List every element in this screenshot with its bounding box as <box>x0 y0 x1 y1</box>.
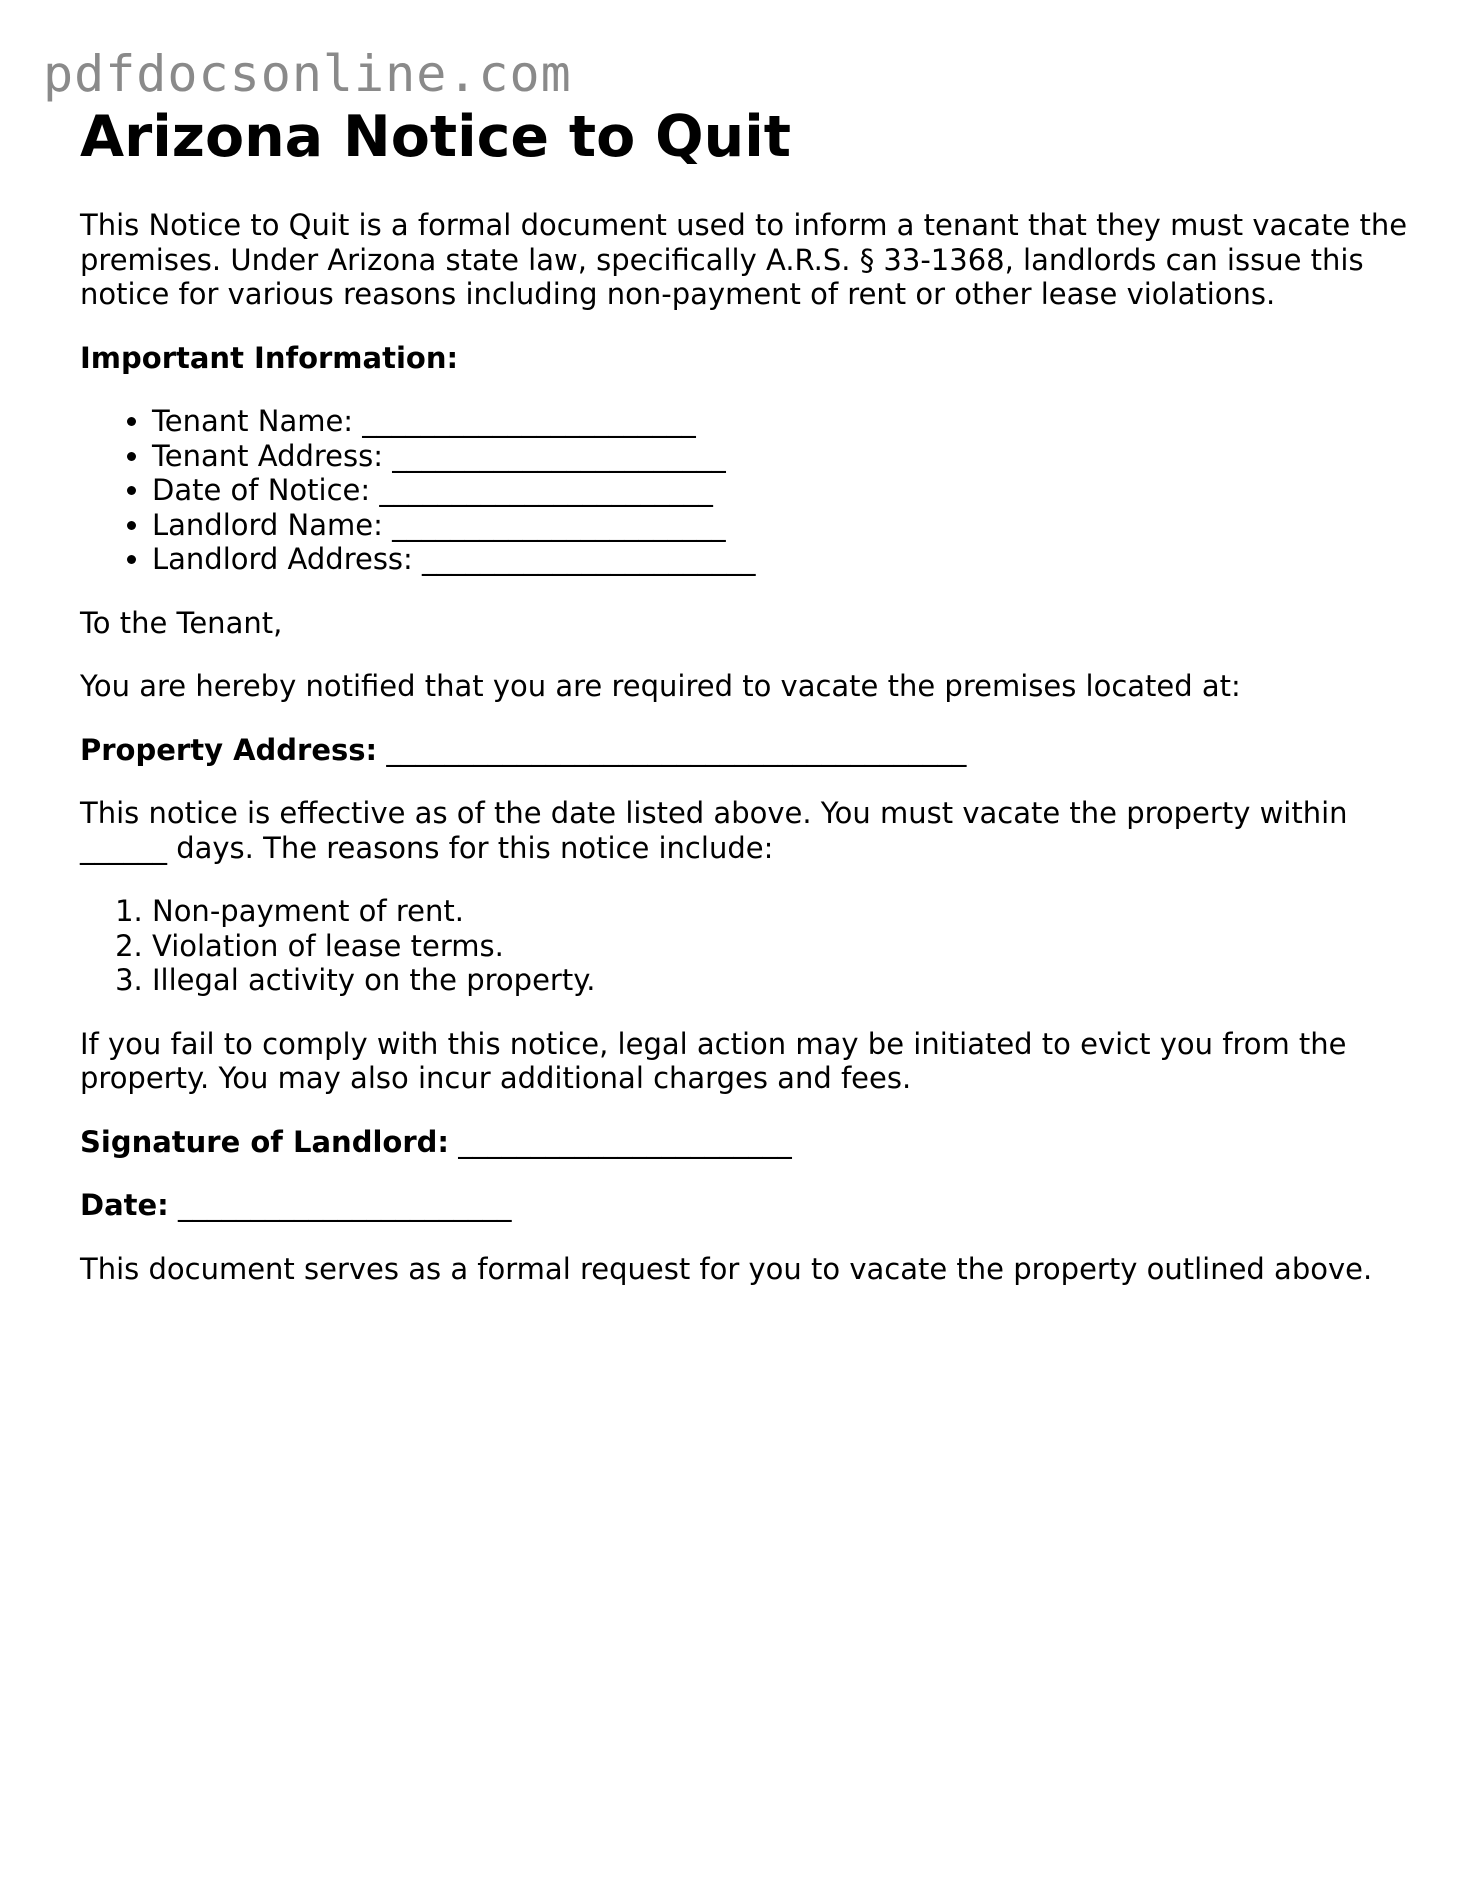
salutation: To the Tenant, <box>80 605 283 640</box>
closing-paragraph: This document serves as a formal request for you to vacate the property outlined above. <box>80 1251 1373 1286</box>
signature-label: Signature of Landlord: <box>80 1124 449 1159</box>
effective-paragraph: This notice is effective as of the date listed above. You must vacate the property within ______ days. The reasons for this notice include: <box>80 796 1348 865</box>
important-heading: Important Information: <box>80 340 459 375</box>
property-address-line <box>80 733 1410 768</box>
page-title: Arizona Notice to Quit <box>80 104 791 170</box>
reason-item: 2. Violation of lease terms. <box>152 929 1410 964</box>
property-address-blank: ________________________________________ <box>386 732 967 767</box>
info-item-tenant-address: • Tenant Address: _______________________ <box>152 439 1410 474</box>
info-item-landlord-address: • Landlord Address: _______________________ <box>152 542 1410 577</box>
property-address-label: Property Address: <box>80 732 378 767</box>
document-body <box>80 208 1410 1315</box>
intro-paragraph: This Notice to Quit is a formal document used to inform a tenant that they must vacate the premises. Under Arizona state law, specifically A.R.S. § 33-1368, landlords can issue this notice for various reasons including non-payment of rent or other lease violations. <box>80 208 1408 311</box>
fail-paragraph: If you fail to comply with this notice, legal action may be initiated to evict you from the property. You may also incur additional charges and fees. <box>80 1026 1347 1095</box>
signature-line <box>80 1125 1410 1160</box>
reason-item: 1. Non-payment of rent. <box>152 894 1410 929</box>
date-blank: _______________________ <box>178 1188 512 1222</box>
signature-blank: _______________________ <box>458 1124 792 1159</box>
notified-paragraph: You are hereby notified that you are required to vacate the premises located at: <box>80 669 1241 703</box>
reason-item: 3. Illegal activity on the property. <box>152 963 1410 998</box>
info-item-date-of-notice: • Date of Notice: _______________________ <box>152 473 1410 508</box>
watermark-logo: pdfdocsonline.com <box>43 45 572 103</box>
info-list <box>80 404 1410 577</box>
date-label: Date: <box>80 1188 169 1222</box>
date-line <box>80 1188 1410 1223</box>
info-item-tenant-name: • Tenant Name: _______________________ <box>152 404 1410 439</box>
info-item-landlord-name: • Landlord Name: _______________________ <box>152 508 1410 543</box>
reasons-list <box>80 894 1410 998</box>
